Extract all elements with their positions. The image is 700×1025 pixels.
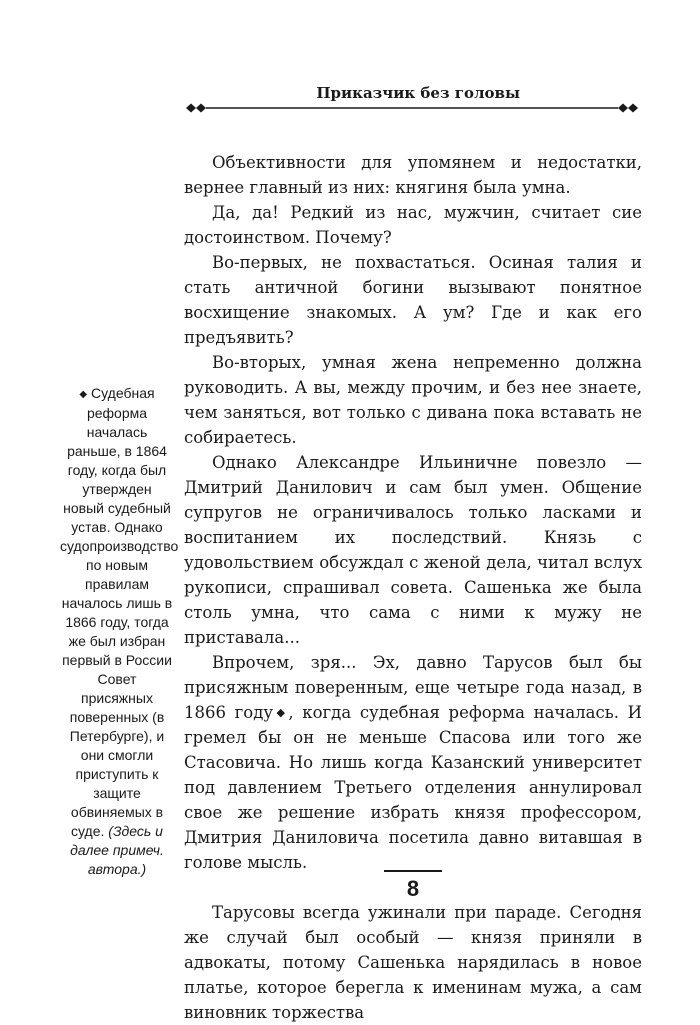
- folio-rule: [384, 870, 442, 872]
- paragraph-part: , когда судебная реформа началась. И гремел бы он не меньше Спасова или того же Стасовича. Но лишь когда Казанский университет под давлением Третьего отделения аннулировал свое же решение избрать князя профессором, Дмитрия Даниловича посетила давно витавшая в голове мысль.: [184, 703, 642, 872]
- paragraph: Во-вторых, умная жена непременно должна руководить. А вы, между прочим, и без нее знаете, чем заняться, вот только с дивана пока вставать не собираетесь.: [184, 353, 642, 447]
- note-marker: ◆: [79, 389, 88, 400]
- running-title: Приказчик без головы: [316, 84, 520, 102]
- paragraph: Да, да! Редкий из нас, мужчин, считает сие достоинством. Почему?: [184, 203, 642, 247]
- paragraph: Во-первых, не похвастаться. Осиная талия и стать античной богини вызывают понятное восхищение знакомых. А ум? Где и как его предъявить?: [184, 253, 642, 347]
- note-text: Судебная реформа началась раньше, в 1864 году, когда был утвержден новый судебный устав. Однако судопроизводство по новым правилам началось лишь в 1866 году, тогда же был избран первый в России Совет присяжных поверенных (в Петербурге), и они смогли приступить к защите обвиняемых в суде.: [60, 385, 179, 839]
- paragraph: Однако Александре Ильиничне повезло — Дмитрий Данилович и сам был умен. Общение супругов не ограничивалось только ласками и воспитанием их последствий. Князь с удовольствием обсуждал с женой дела, читал вслух рукописи, спрашивал совета. Сашенька же была столь умна, что сама с ними к мужу не приставала...: [184, 453, 642, 647]
- header-ornament-rule: [186, 100, 638, 116]
- paragraph: Тарусовы всегда ужинали при параде. Сегодня же случай был особый — князя приняли в адвокаты, потому Сашенька нарядилась в новое платье, которое берегла к именинам мужа, а сам виновник торжества: [184, 903, 642, 1022]
- paragraph: Объективности для упомянем и недостатки, вернее главный из них: княгиня была умна.: [184, 153, 642, 197]
- note-attribution: (Здесь и далее примеч. автора.): [70, 823, 164, 877]
- footnote-marker: ◆: [273, 706, 289, 719]
- paragraph-part: Впрочем, зря... Эх, давно Тарусов был бы присяжным поверенным, еще четыре года назад, в 1866 году: [184, 653, 642, 722]
- page-number: 8: [406, 876, 420, 901]
- paragraph: [184, 650, 642, 875]
- margin-note: [60, 384, 179, 879]
